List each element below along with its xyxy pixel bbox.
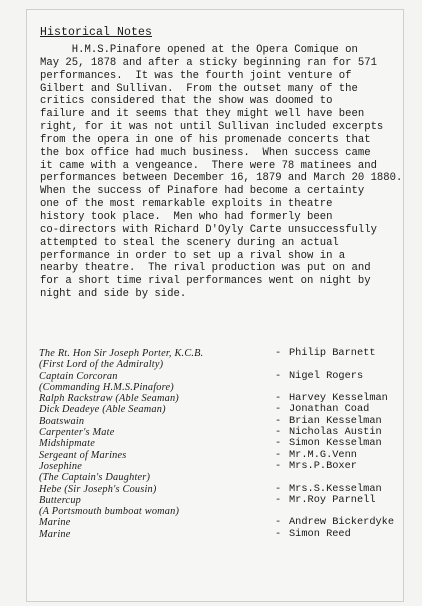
notes-line: May 25, 1878 and after a sticky beginning ran for 571 xyxy=(40,56,377,69)
cast-actor: Simon Reed xyxy=(289,527,351,540)
notes-line: the box office had much business. When success came xyxy=(40,146,371,159)
cast-role: Buttercup xyxy=(39,494,82,506)
cast-actor: Andrew Bickerdyke xyxy=(289,516,395,529)
notes-line: right, for it was not until Sullivan included excerpts xyxy=(40,121,384,134)
notes-line: night and side by side. xyxy=(40,288,187,301)
cast-row xyxy=(39,371,399,382)
cast-row xyxy=(39,348,399,359)
cast-actor: Mr.M.G.Venn xyxy=(289,448,357,461)
cast-separator: - xyxy=(275,426,282,439)
cast-role: (First Lord of the Admiralty) xyxy=(39,359,164,371)
notes-line: from the opera in one of his promenade concerts that xyxy=(40,133,371,146)
notes-line: H.M.S.Pinafore opened at the Opera Comique on xyxy=(40,44,358,56)
cast-role: Captain Corcoran xyxy=(39,370,118,382)
cast-separator: - xyxy=(275,437,282,450)
cast-list xyxy=(39,348,399,540)
cast-role: (The Captain's Daughter) xyxy=(39,472,151,484)
notes-line: Gilbert and Sullivan. From the outset many of the xyxy=(40,82,358,95)
cast-role: Boatswain xyxy=(39,415,85,427)
notes-line: performance in order to set up a rival show in a xyxy=(40,249,346,262)
cast-row xyxy=(39,461,399,472)
cast-separator xyxy=(275,472,289,483)
cast-actor: Jonathan Coad xyxy=(289,403,370,416)
cast-role: Dick Deadeye (Able Seaman) xyxy=(39,404,166,416)
cast-separator: - xyxy=(275,493,282,506)
notes-line: When the success of Pinafore had become a certainty xyxy=(40,185,365,198)
notes-line: nearby theatre. The rival production was put on and xyxy=(40,262,371,275)
cast-role: Midshipmate xyxy=(39,438,95,450)
cast-role: Sergeant of Marines xyxy=(39,449,127,461)
cast-separator: - xyxy=(275,448,282,461)
cast-actor: Mrs.P.Boxer xyxy=(289,459,357,472)
cast-separator: - xyxy=(275,347,282,359)
notes-line: performances. It was the fourth joint venture of xyxy=(40,69,352,82)
cast-separator: - xyxy=(275,369,282,382)
notes-line: history took place. Men who had formerly been xyxy=(40,210,333,223)
notes-line: for a short time rival performances went on night by xyxy=(40,275,371,288)
cast-separator: - xyxy=(275,516,282,529)
cast-actor: Nigel Rogers xyxy=(289,369,364,382)
cast-separator: - xyxy=(275,403,282,416)
cast-actor: Mr.Roy Parnell xyxy=(289,493,376,506)
cast-separator: - xyxy=(275,527,282,540)
notes-line: performances between December 16, 1879 and March 20 1880. xyxy=(40,172,403,185)
notes-line: attempted to steal the scenery during an actual xyxy=(40,236,339,249)
cast-role: The Rt. Hon Sir Joseph Porter, K.C.B. xyxy=(39,348,204,359)
section-heading: Historical Notes xyxy=(40,26,153,39)
cast-separator: - xyxy=(275,459,282,472)
historical-notes-text xyxy=(40,44,403,301)
notes-line: failure and it seems that they might well have been xyxy=(40,108,365,121)
cast-row xyxy=(39,359,399,370)
cast-row xyxy=(39,529,399,540)
cast-separator xyxy=(275,359,289,370)
notes-line: it came with a vengeance. There were 78 matinees and xyxy=(40,159,377,172)
cast-role: (A Portsmouth bumboat woman) xyxy=(39,506,180,518)
cast-actor: Philip Barnett xyxy=(289,347,376,359)
cast-role: (Commanding H.M.S.Pinafore) xyxy=(39,381,174,393)
cast-row xyxy=(39,495,399,506)
cast-separator: - xyxy=(275,482,282,495)
cast-actor: Mrs.S.Kesselman xyxy=(289,482,382,495)
cast-role: Carpenter's Mate xyxy=(39,427,115,439)
cast-actor: Harvey Kesselman xyxy=(289,392,388,405)
cast-actor: Simon Kesselman xyxy=(289,437,382,450)
cast-role: Josephine xyxy=(39,460,82,472)
cast-role: Hebe (Sir Joseph's Cousin) xyxy=(39,483,157,495)
cast-actor: Nicholas Austin xyxy=(289,426,382,439)
cast-actor: Brian Kesselman xyxy=(289,414,382,427)
cast-separator: - xyxy=(275,392,282,405)
cast-role: Ralph Rackstraw (Able Seaman) xyxy=(39,393,179,405)
notes-line: one of the most remarkable exploits in theatre xyxy=(40,198,333,211)
cast-role: Marine xyxy=(39,517,71,529)
cast-role: Marine xyxy=(39,528,71,540)
cast-row xyxy=(39,438,399,449)
cast-separator: - xyxy=(275,414,282,427)
cast-row xyxy=(39,472,399,483)
notes-line: co-directors with Richard D'Oyly Carte unsuccessfully xyxy=(40,223,377,236)
notes-line: critics considered that the show was doomed to xyxy=(40,95,333,108)
